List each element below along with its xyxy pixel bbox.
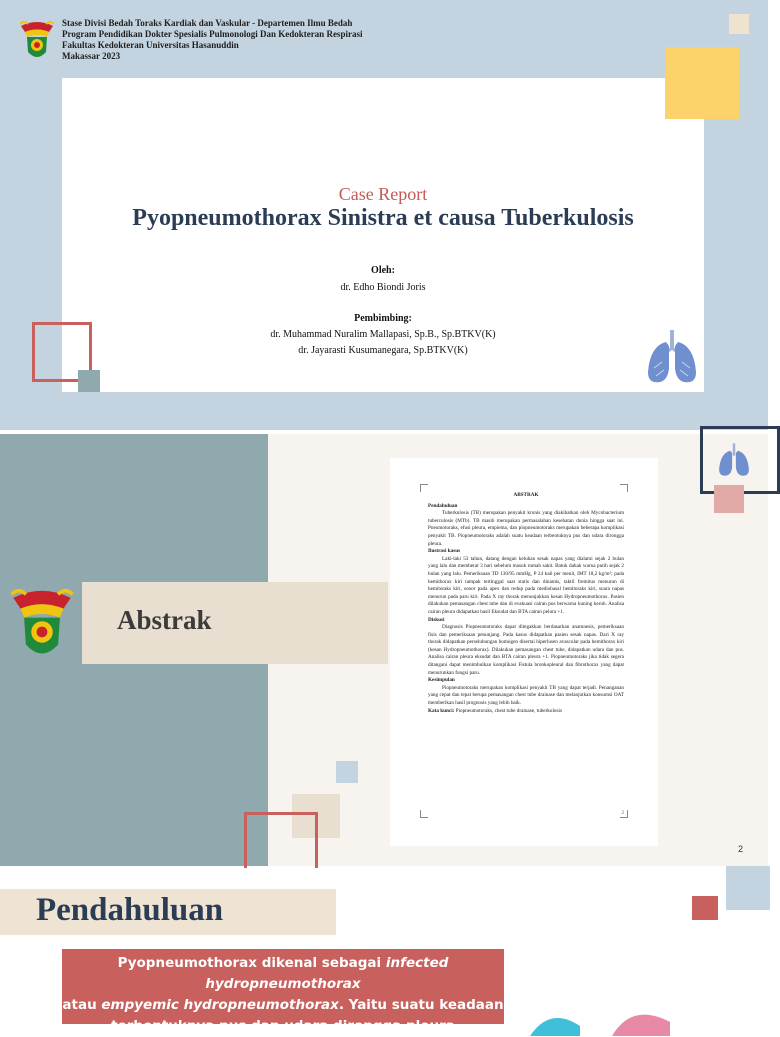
header-line: Fakultas Kedokteran Universitas Hasanuddin: [62, 40, 239, 50]
lungs-icon: [644, 328, 700, 386]
decor-square: [729, 14, 749, 34]
doc-paragraph: Tuberkulosis (TB) merupakan penyakit kronis yang diakibatkan oleh Mycobacterium tuberculosis (MTb). TB masih merupakan permasalahan kesehatan dunia hingga saat ini. Pneumotoraks, efusi pleura, empiema, dan piopneumotoraks merupakan beberapa komplikasi penyakit TB. Piopneumotoraks adalah suatu keadaan terbentuknya pus dan udara dirongga pleura.: [428, 510, 624, 547]
intro-slide: [0, 868, 768, 1034]
decor-square: [78, 370, 100, 392]
slide-heading: Abstrak: [117, 605, 212, 635]
slide-heading: Pendahuluan: [36, 892, 224, 928]
supervisor-label: Pembimbing:: [354, 313, 412, 324]
case-label: Case Report: [338, 184, 428, 204]
lungs-icon: [716, 442, 752, 478]
doc-title: ABSTRAK: [513, 492, 539, 498]
supervisor-name: dr. Muhammad Nuralim Mallapasi, Sp.B., Sp.BTKV(K): [270, 329, 496, 340]
doc-section-heading: Diskusi: [428, 616, 445, 623]
abstract-text: [428, 492, 624, 715]
doc-section-heading: Ilustrasi kasus: [428, 548, 461, 555]
supervisor-name: dr. Jayarasti Kusumanegara, Sp.BTKV(K): [298, 345, 468, 356]
abstract-slide: [0, 434, 768, 866]
abstract-document: [390, 458, 658, 846]
doc-paragraph: Laki-laki 53 tahun, datang dengan keluhan sesak napas yang dialami sejak 2 bulan yang lalu dan memberat 3 hari sebelum masuk rumah sakit. Batuk dahak warna putih sejak 2 bulan yang lalu. Pemeriksaan TD 130/95 mmHg, P 24 kali per menit, IMT 18,2 kg/m²; pada hemithorax kiri tampak tertinggal saat statis dan dinamis, taktil fremitus menurun di hemitoraks kiri, sonor pada apex dan redup pada mediobasal hemitoraks kiri, suara napas menurun pada paru kiri. Pada X ray thorak menunjukkan kesan Hydropneumothorax. Pasien dilakukan pemasangan chest tube dan di evakuasi cairan pus berwarna kuning keruh. Analisa cairan pleura didapatkan hasil Eksudat dan BTA cairan pelura +1.: [428, 555, 624, 615]
highlight-segment: . Yaitu suatu keadaan terbentuknya pus dan udara dirongga pleura: [111, 997, 504, 1034]
header-line: Program Pendidikan Dokter Spesialis Pulmonologi Dan Kedokteran Respirasi: [62, 29, 363, 39]
doc-section-heading: Kesimpulan: [428, 677, 455, 684]
highlight-segment-italic: empyemic hydropneumothorax: [101, 997, 339, 1013]
university-emblem-icon: [6, 580, 78, 666]
slide-number: 2: [738, 844, 744, 854]
university-emblem-icon: [18, 16, 56, 64]
lungs-illustration-icon: [520, 996, 680, 1036]
header-line: Makassar 2023: [62, 51, 121, 61]
doc-paragraph: Piopneumotoraks merupakan komplikasi penyakit TB yang dapat terjadi. Penanganan yang cepat dan tepat berupa pemasangan chest tube drainase dan melanjutkan konsumsi OAT memberikan hasil prognosis yang lebih baik.: [428, 684, 624, 707]
highlight-segment: atau: [62, 997, 102, 1013]
presentation-title: Pyopneumothorax Sinistra et causa Tuberkulosis: [132, 205, 634, 231]
decor-square: [726, 866, 770, 910]
highlight-text: [62, 953, 504, 1037]
institution-header: [62, 18, 362, 62]
doc-page-number: 2: [621, 811, 624, 816]
highlight-segment-italic: infected hydropneumothorax: [205, 955, 449, 992]
decor-square: [692, 896, 718, 920]
keywords-value: Piopneumotoraks, chest tube drainase, tuberkulosis: [455, 707, 562, 714]
keywords-label: Kata kunci:: [428, 707, 455, 714]
title-slide: [0, 0, 768, 430]
decor-square: [714, 485, 744, 513]
doc-section-heading: Pendahuluan: [428, 502, 458, 509]
author-label: Oleh:: [371, 265, 395, 276]
doc-keywords: [428, 708, 624, 716]
author-name: dr. Edho Biondi Joris: [340, 282, 426, 293]
decor-square: [665, 47, 739, 119]
decor-square: [336, 761, 358, 783]
doc-paragraph: Diagnosis Piopneumotoraks dapat ditegakkan berdasarkan anamnesis, pemeriksaan fisis dan pemeriksaan penunjang. Pada kasus didapatkan pasien sesak napas. Dari X ray thorak didapatkan perselubungan homogen disertai hiperlusen avascular pada hemithorax kiri (kesan Hydropneumothorax). Dilakukan pemasangan chest tube, didapatkan udara dan pus. Analisa cairan pleura eksudat dan BTA cairan pleura +1. Piopneumotoraks jika tidak segera ditangani dapat menimbulkan komplikasi Fistula bronkopleural dan fibrothorax yang dapat menurunkan fungsi paru.: [428, 624, 624, 676]
header-line: Stase Divisi Bedah Toraks Kardiak dan Vaskular - Departemen Ilmu Bedah: [62, 18, 353, 28]
highlight-segment: Pyopneumothorax dikenal sebagai: [117, 955, 386, 971]
